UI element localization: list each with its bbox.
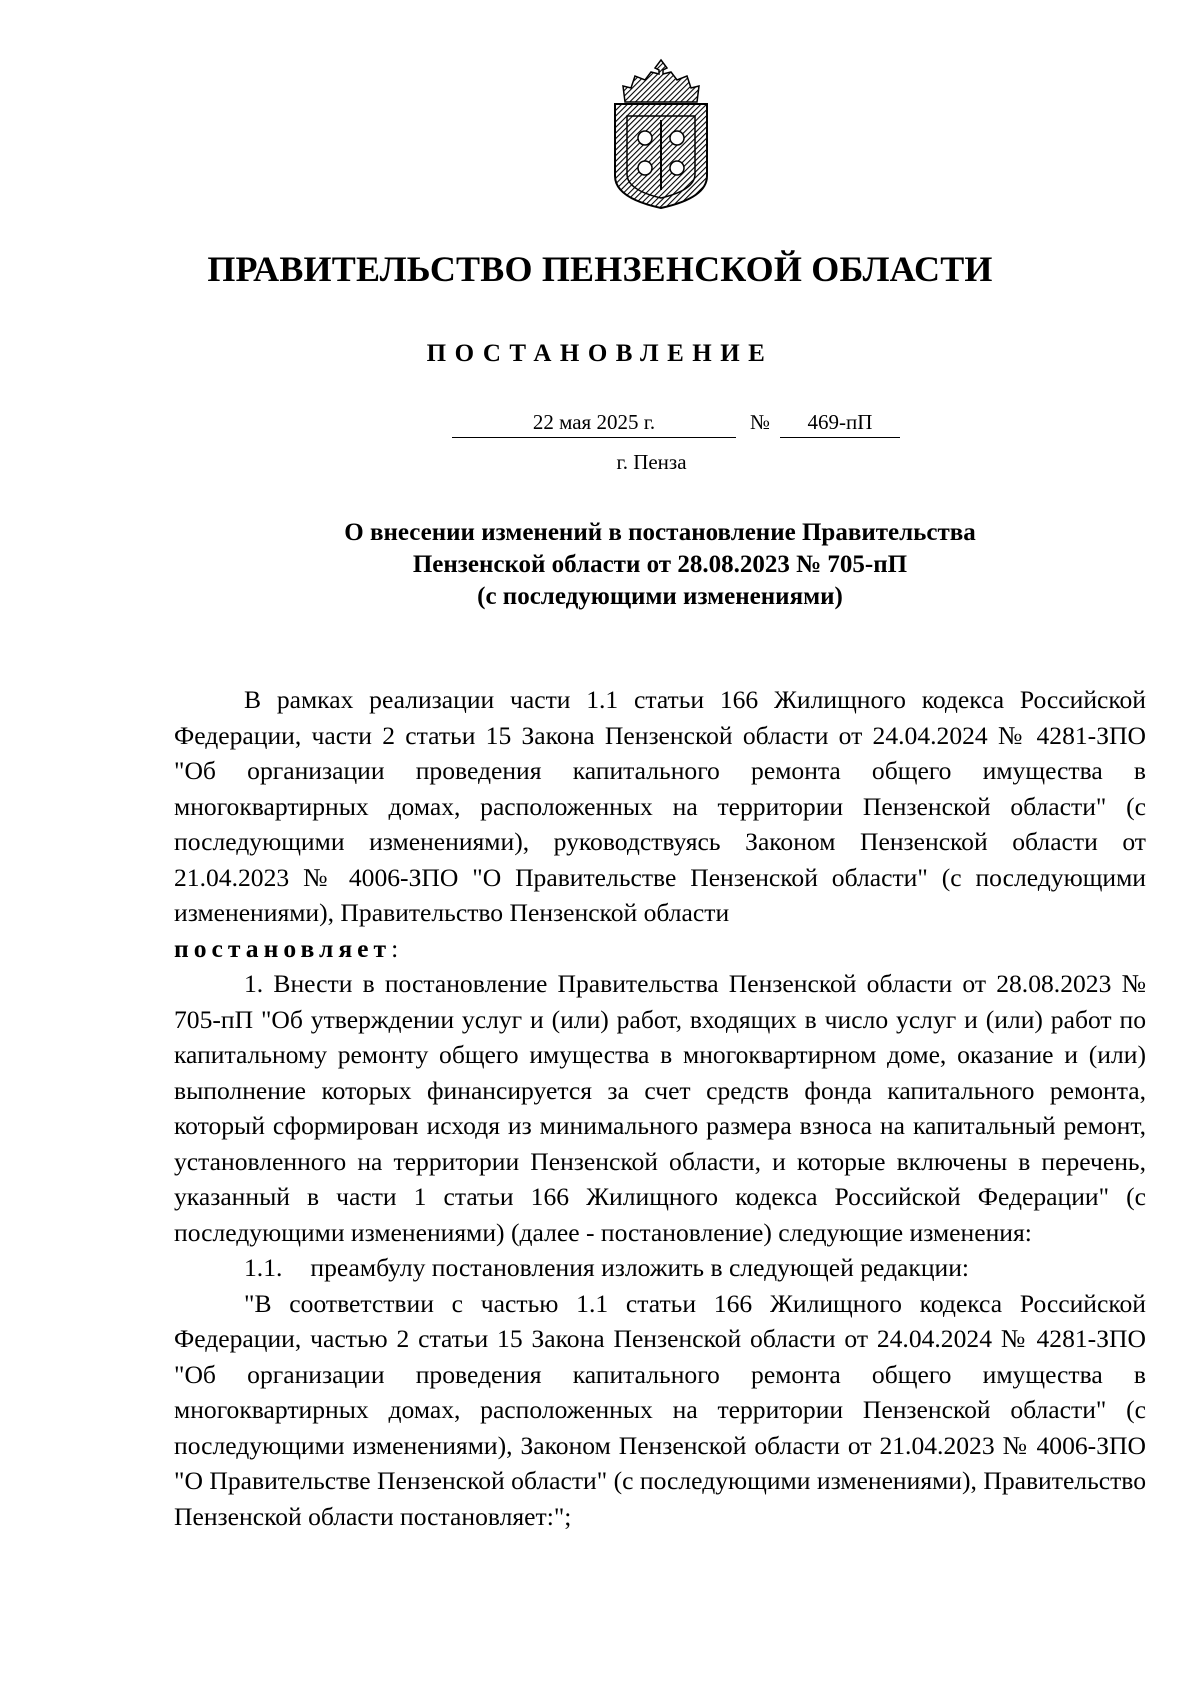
item-1-1-paragraph <box>174 1250 1146 1286</box>
decree-paragraph <box>174 931 1146 967</box>
organization-name: ПРАВИТЕЛЬСТВО ПЕНЗЕНСКОЙ ОБЛАСТИ <box>207 249 993 289</box>
title-line-1: О внесении изменений в постановление Правительства <box>344 519 976 546</box>
document-body <box>174 682 1146 1534</box>
document-date: 22 мая 2025 г. <box>452 410 736 438</box>
date-number-line <box>452 410 902 442</box>
preamble-paragraph <box>174 682 1146 931</box>
document-title <box>250 517 1070 613</box>
number-sign: № <box>750 410 771 434</box>
quoted-preamble-paragraph <box>174 1286 1146 1535</box>
item-1-1-text: преамбулу постановления изложить в следующей редакции: <box>310 1253 970 1282</box>
document-type: ПОСТАНОВЛЕНИЕ <box>426 340 774 367</box>
item-1-text: 1. Внести в постановление Правительства Пензенской области от 28.08.2023 № 705-пП "Об утверждении услуг и (или) работ, входящих в число услуг и (или) работ по капитальному ремонту общего имущества в многоквартирном доме, оказание и (или) выполнение которых финансируется за счет средств фонда капитального ремонта, который сформирован исходя из минимального размера взноса на капитальный ремонт, установленного на территории Пензенской области, и которые включены в перечень, указанный в части 1 статьи 166 Жилищного кодекса Российской Федерации" (с последующими изменениями) (далее - постановление) следующие изменения: <box>174 969 1146 1247</box>
title-line-3: (с последующими изменениями) <box>477 583 843 610</box>
document-number: 469-пП <box>780 410 900 438</box>
preamble-text: В рамках реализации части 1.1 статьи 166 Жилищного кодекса Российской Федерации, части 2 статьи 15 Закона Пензенской области от 24.04.2024 № 4281-ЗПО "Об организации проведения капитального ремонта общего имущества в многоквартирных домах, расположенных на территории Пензенской области" (с последующими изменениями), руководствуясь Законом Пензенской области от 21.04.2023 № 4006-ЗПО "О Правительстве Пензенской области" (с последующими изменениями), Правительство Пензенской области <box>174 685 1146 927</box>
title-line-2: Пензенской области от 28.08.2023 № 705-пП <box>412 551 908 578</box>
document-place: г. Пенза <box>616 450 687 474</box>
item-1-paragraph <box>174 966 1146 1250</box>
decree-colon: : <box>391 933 399 963</box>
decree-word: постановляет <box>174 933 392 963</box>
item-1-1-number: 1.1. <box>244 1253 283 1282</box>
coat-of-arms-icon <box>605 58 717 210</box>
quoted-preamble-text: "В соответствии с частью 1.1 статьи 166 Жилищного кодекса Российской Федерации, частью 2 статьи 15 Закона Пензенской области от 24.04.2024 № 4281-ЗПО "Об организации проведения капитального ремонта общего имущества в многоквартирных домах, расположенных на территории Пензенской области" (с последующими изменениями), Законом Пензенской области от 21.04.2023 № 4006-ЗПО "О Правительстве Пензенской области" (с последующими изменениями), Правительство Пензенской области постановляет:"; <box>174 1288 1146 1531</box>
